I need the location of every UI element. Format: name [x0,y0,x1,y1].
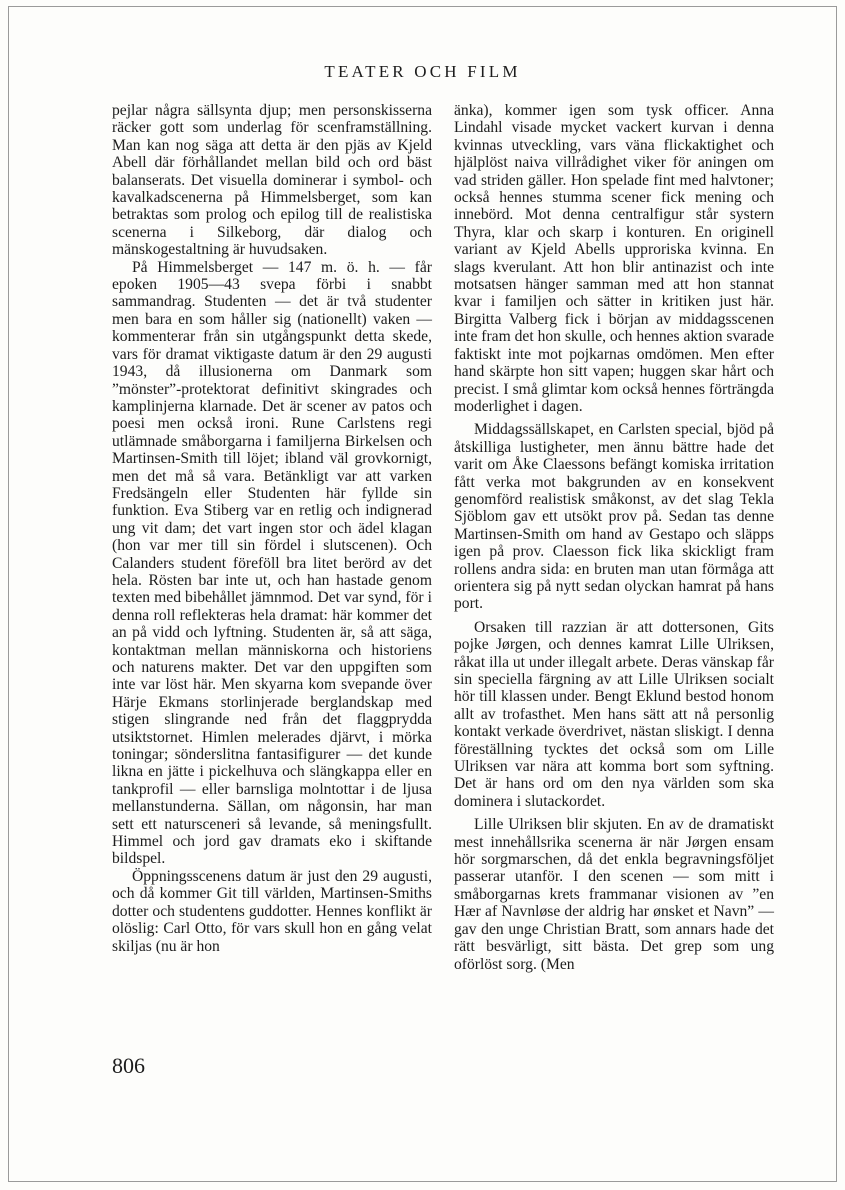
paragraph: Lille Ulriksen blir skjuten. En av de dramatiskt mest innehållsrika scenerna är när Jørgen ensam hör sorgmarschen, då det enkla begravningsföljet passerar utanför. I den scenen — som mitt i småborgarnas krets frammanar visionen av ”en Hær af Navnløse der aldrig har ønsket et Navn” — gav den unge Christian Bratt, som annars hade det rätt besvärligt, sitt bästa. Det grep som ung oförlöst sorg. (Men [454,816,774,973]
left-column [112,102,432,955]
running-header: TEATER OCH FILM [324,62,521,81]
paragraph: Orsaken till razzian är att dottersonen, Gits pojke Jørgen, och dennes kamrat Lille Ulriksen, råkat illa ut under illegalt arbete. Deras vänskap får sin speciella färgning av att Lille Ulriksen socialt hör till klassen under. Bengt Eklund bestod honom allt av trofasthet. Men hans sätt att nå personlig kontakt verkade överdrivet, nästan sliskigt. I denna föreställning tycktes det också som om Lille Ulriksen var nära att komma bort som syftning. Det är hans ord om den nya världen som ska dominera i slutackordet. [454,618,774,810]
page-number: 806 [112,1053,145,1078]
page-border-left [8,6,9,1182]
page-border-right [836,6,837,1182]
paragraph: Öppningsscenens datum är just den 29 augusti, och då kommer Git till världen, Martinsen-Smiths dotter och studentens guddotter. Hennes konflikt är olöslig: Carl Otto, för vars skull hon en gång velat skiljas (nu är hon [112,867,432,955]
page-border-top [8,6,837,7]
paragraph: pejlar några sällsynta djup; men personskisserna räcker gott som underlag för scenframställning. Man kan nog säga att detta är den pjäs av Kjeld Abell där förhållandet mellan bild och ord bäst balanserats. Det visuella dominerar i symbol- och kavalkadscenerna på Himmelsberget, som kan betraktas som prolog och epilog till de realistiska scenerna i Silkeborg, där dialog och mänskogestaltning är huvudsaken. [112,102,432,259]
paragraph: Middagssällskapet, en Carlsten special, bjöd på åtskilliga lustigheter, men ännu bättre hade det varit om Åke Claessons befängt komiska irritation fått verka mot bakgrunden av en konsekvent genomförd realistisk småkonst, av det slag Tekla Sjöblom gav ett utsökt prov på. Sedan tas denne Martinsen-Smith om hand av Gestapo och släpps igen på prov. Claesson fick lika skickligt fram rollens andra sida: en bruten man utan förmåga att orientera sig på nytt sedan olyckan hamrat på hans port. [454,421,774,613]
paragraph: änka), kommer igen som tysk officer. Anna Lindahl visade mycket vackert kurvan i denna kvinnas utveckling, vars väna flickaktighet och hjälplöst naiva villrådighet viker för aningen om vad striden gäller. Hon spelade fint med halvtoner; också hennes stumma scener fick mening och innebörd. Mot denna centralfigur står systern Thyra, klar och skarp i konturen. En originell variant av Kjeld Abells upproriska kvinna. En slags kverulant. Att hon blir antinazist och inte motsatsen hänger samman med att hon stannat kvar i familjen och sätter in kritiken just här. Birgitta Valberg fick i början av middagsscenen inte fram det hon skulle, och hennes aktion svarade faktiskt inte mot pojkarnas omdömen. Men efter hand skärpte hon sitt vapen; huggen skar hårt och precist. I små glimtar kom också hennes förträngda moderlighet i dagen. [454,102,775,415]
paragraph: På Himmelsberget — 147 m. ö. h. — får epoken 1905—43 svepa förbi i snabbt sammandrag. Studenten — det är två studenter men bara en som håller sig (nationellt) vaken — kommenterar från sin utgångspunkt detta skede, vars för dramat viktigaste datum är den 29 augusti 1943, då illusionerna om Danmark som ”mönster”-protektorat definitivt skingrades och kamplinjerna klarnade. Det är scener av patos och poesi men också ironi. Rune Carlstens regi utlämnade småborgarna i familjerna Birkelsen och Martinsen-Smith till löjet; ibland väl grovkornigt, men det må så vara. Betänkligt var att varken Fredsängeln eller Studenten här fyllde sin funktion. Eva Stiberg var en retlig och indignerad ung vit dam; det vart ingen stor och ädel klagan (hon var mer till sin fördel i slutscenen). Och Calanders student föreföll bra litet berörd av det hela. Rösten bar inte ut, och han hastade genom texten med bibehållet jämnmod. Det var synd, för i denna roll reflekteras hela dramat: här kommer det an på vidd och lyftning. Studenten är, så att säga, kontaktman mellan människorna och historiens och naturens makter. Det var den uppgiften som inte var löst här. Men skyarna kom svepande över Härje Ekmans storlinjerade berglandskap med stigen slingrande ned från det flaggprydda utsiktstornet. Himlen melerades djärvt, i mörka toningar; sönderslitna fantasifigurer — det kunde likna en jätte i pickelhuva och slängkappa eller en tankprofil — eller barnsliga molntottar i de ljusa mellanstunderna. Sällan, om någonsin, har man sett ett natursceneri så levande, så meningsfullt. Himmel och jord gav dramats eko i skiftande bildspel. [112,258,432,868]
page-border-bottom [8,1181,837,1182]
right-column [454,102,774,973]
